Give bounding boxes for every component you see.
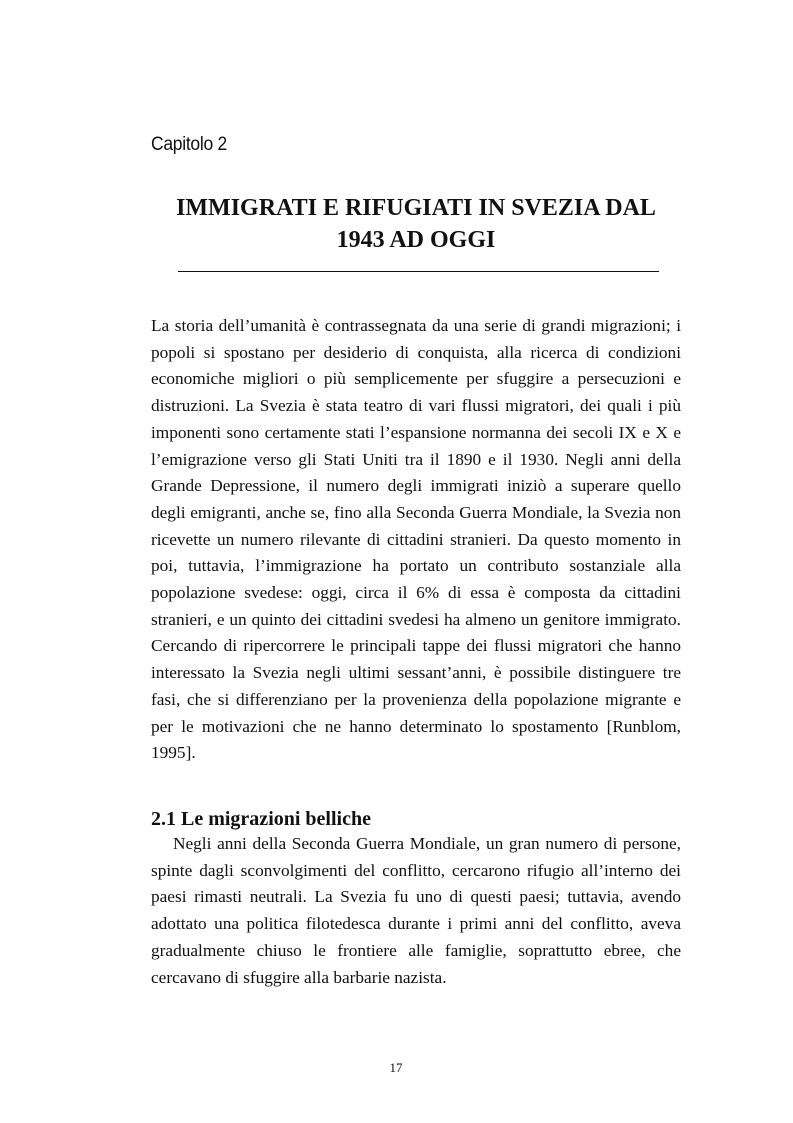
page-number: 17: [389, 1060, 403, 1075]
section-heading: 2.1 Le migrazioni belliche: [151, 808, 371, 830]
intro-paragraph: La storia dell’umanità è contrassegnata da una serie di grandi migrazioni; i popoli si spostano per desiderio di conquista, alla ricerca di condizioni economiche migliori o più semplicemente per sfuggire a persecuzioni e distruzioni. La Svezia è stata teatro di vari flussi migratori, dei quali i più imponenti sono certamente stati l’espansione normanna dei secoli IX e X e l’emigrazione verso gli Stati Uniti tra il 1890 e il 1930. Negli anni della Grande Depressione, il numero degli immigrati iniziò a superare quello degli emigranti, anche se, fino alla Seconda Guerra Mondiale, la Svezia non ricevette un numero rilevante di cittadini stranieri. Da questo momento in poi, tuttavia, l’immigrazione ha portato un contributo sostanziale alla popolazione svedese: oggi, circa il 6% di essa è composta da cittadini stranieri, e un quinto dei cittadini svedesi ha almeno un genitore immigrato. Cercando di ripercorrere le principali tappe dei flussi migratori che hanno interessato la Svezia negli ultimi sessant’anni, è possibile distinguere tre fasi, che si differenziano per la provenienza della popolazione migrante e per le motivazioni che ne hanno determinato lo spostamento [Runblom, 1995].: [151, 316, 681, 763]
chapter-label: Capitolo 2: [151, 134, 227, 155]
chapter-title: IMMIGRATI E RIFUGIATI IN SVEZIA DAL 1943 AD OGGI: [176, 195, 656, 253]
section-paragraph: Negli anni della Seconda Guerra Mondiale, un gran numero di persone, spinte dagli sconvolgimenti del conflitto, cercarono rifugio all’interno dei paesi rimasti neutrali. La Svezia fu uno di questi paesi; tuttavia, avendo adottato una politica filotedesca durante i primi anni del conflitto, aveva gradualmente chiuso le frontiere alle famiglie, soprattutto ebree, che cercavano di sfuggire alla barbarie nazista.: [151, 834, 681, 987]
title-underline: [178, 271, 659, 272]
